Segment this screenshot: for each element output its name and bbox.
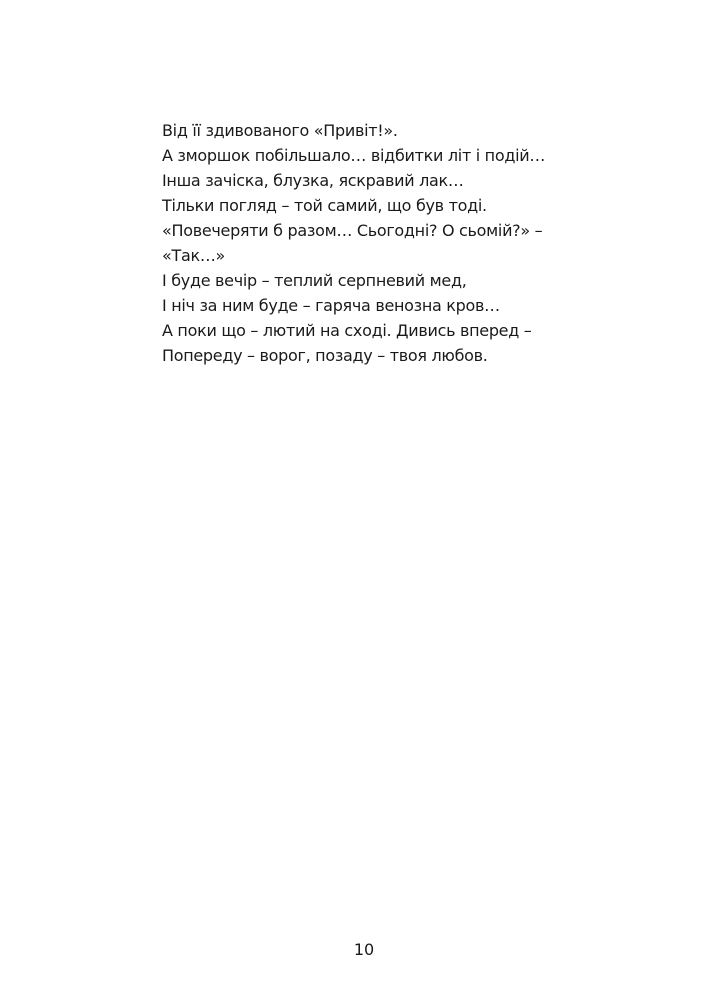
poem-line: Попереду – ворог, позаду – твоя любов. <box>162 346 488 365</box>
poem-line: І ніч за ним буде – гаряча венозна кров… <box>162 296 500 315</box>
poem-line: Від її здивованого «Привіт!». <box>162 121 398 140</box>
poem-line: А поки що – лютий на сході. Дивись вперед – <box>162 321 532 340</box>
poem-line: Тільки погляд – той самий, що був тоді. <box>162 196 487 215</box>
poem-line: «Повечеряти б разом… Сьогодні? О сьомій?» – <box>162 221 543 240</box>
poem-stanza <box>162 118 582 368</box>
poem-line: Інша зачіска, блузка, яскравий лак… <box>162 171 464 190</box>
poem-line: «Так…» <box>162 246 226 265</box>
poem-line: І буде вечір – теплий серпневий мед, <box>162 271 467 290</box>
page-number: 10 <box>353 940 375 959</box>
poem-line: А зморшок побільшало… відбитки літ і подій… <box>162 146 546 165</box>
